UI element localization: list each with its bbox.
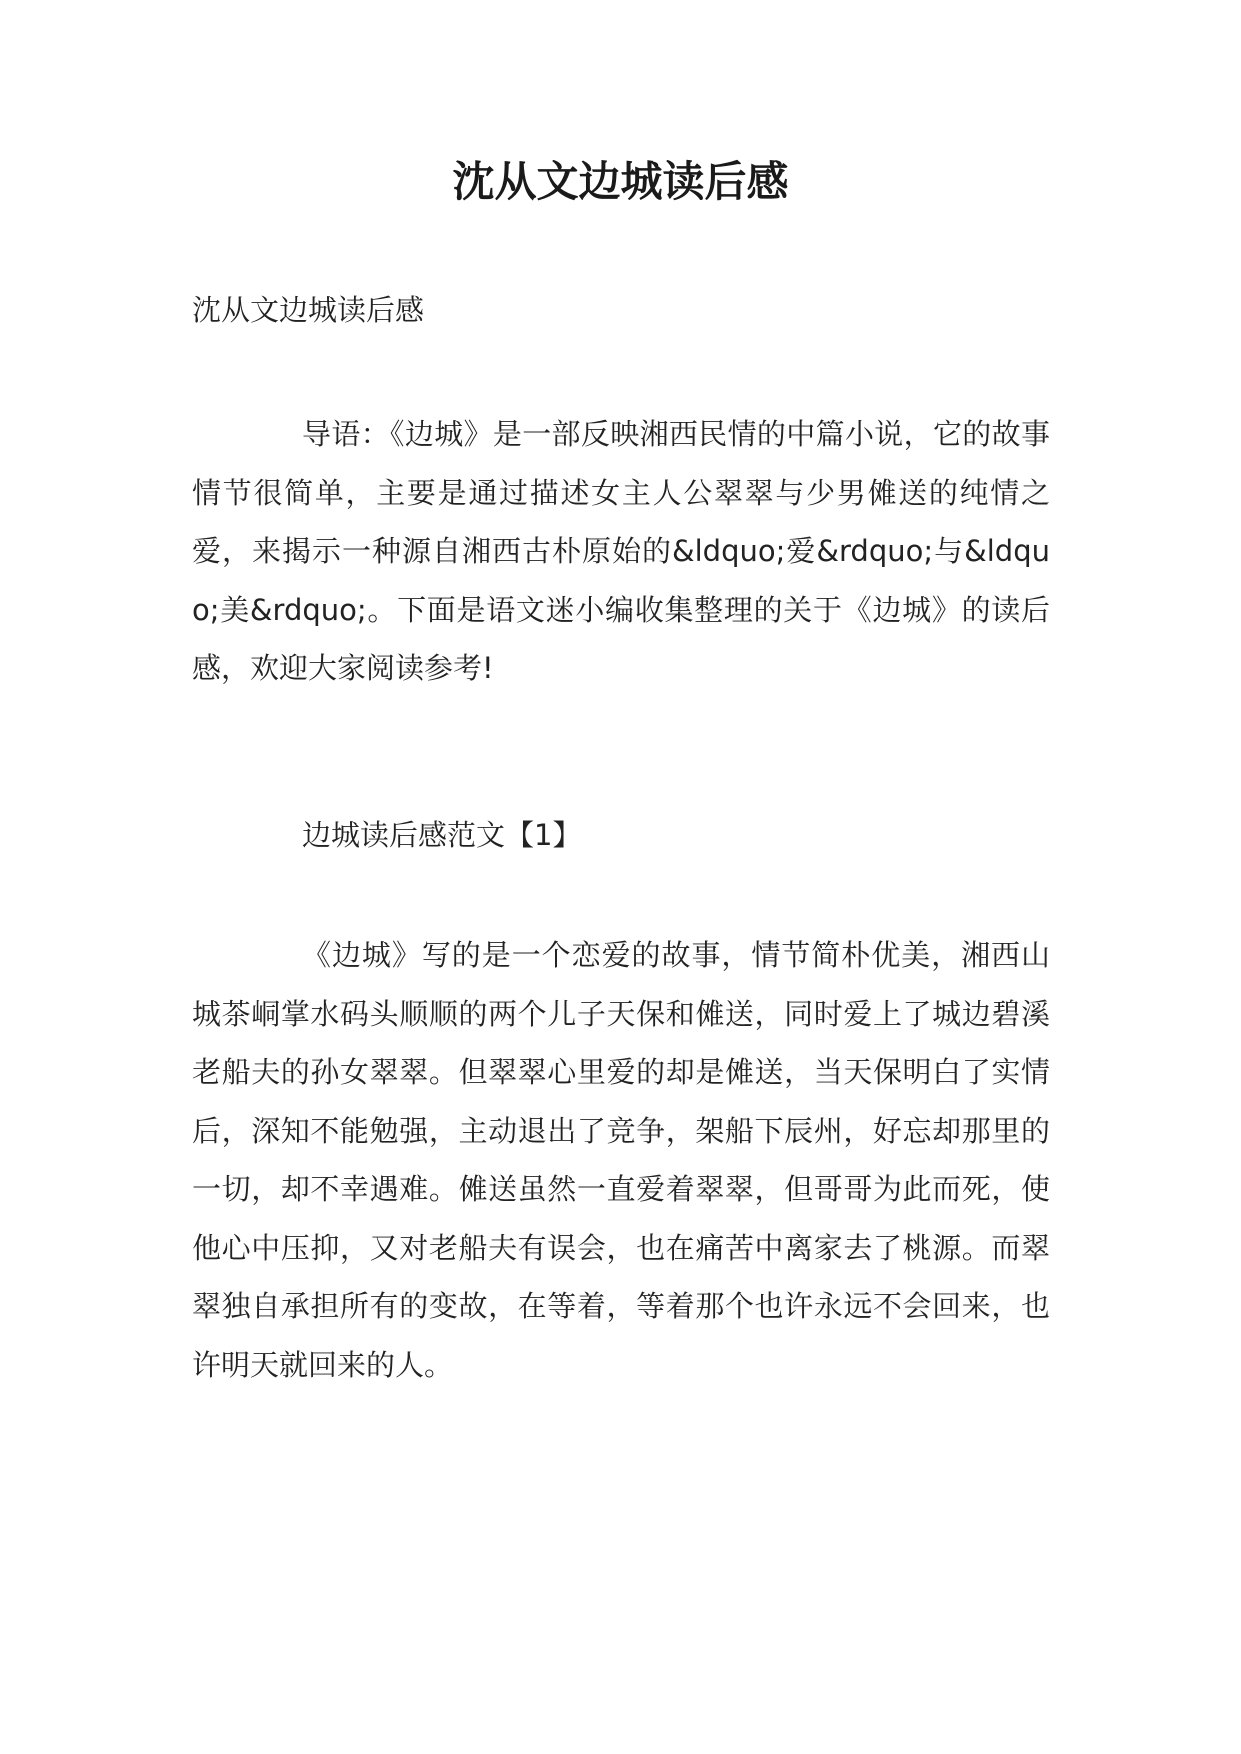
document-title: 沈从文边城读后感 bbox=[452, 157, 789, 206]
intro-paragraph: 导语：《边城》是一部反映湘西民情的中篇小说，它的故事情节很简单，主要是通过描述女主人公翠翠与少男傩送的纯情之爱，来揭示一种源自湘西古朴原始的&ldquo;爱&rdquo;与&ldquo;美&rdquo;。下面是语文迷小编收集整理的关于《边城》的读后感，欢迎大家阅读参考! bbox=[192, 417, 1050, 685]
section-heading: 边城读后感范文【1】 bbox=[302, 818, 582, 852]
document-subtitle: 沈从文边城读后感 bbox=[192, 293, 425, 327]
body-paragraph: 《边城》写的是一个恋爱的故事，情节简朴优美，湘西山城茶峒掌水码头顺顺的两个儿子天保和傩送，同时爱上了城边碧溪老船夫的孙女翠翠。但翠翠心里爱的却是傩送，当天保明白了实情后，深知不能勉强，主动退出了竞争，架船下辰州，好忘却那里的一切，却不幸遇难。傩送虽然一直爱着翠翠，但哥哥为此而死，使他心中压抑，又对老船夫有误会，也在痛苦中离家去了桃源。而翠翠独自承担所有的变故，在等着，等着那个也许永远不会回来，也许明天就回来的人。 bbox=[192, 938, 1050, 1382]
